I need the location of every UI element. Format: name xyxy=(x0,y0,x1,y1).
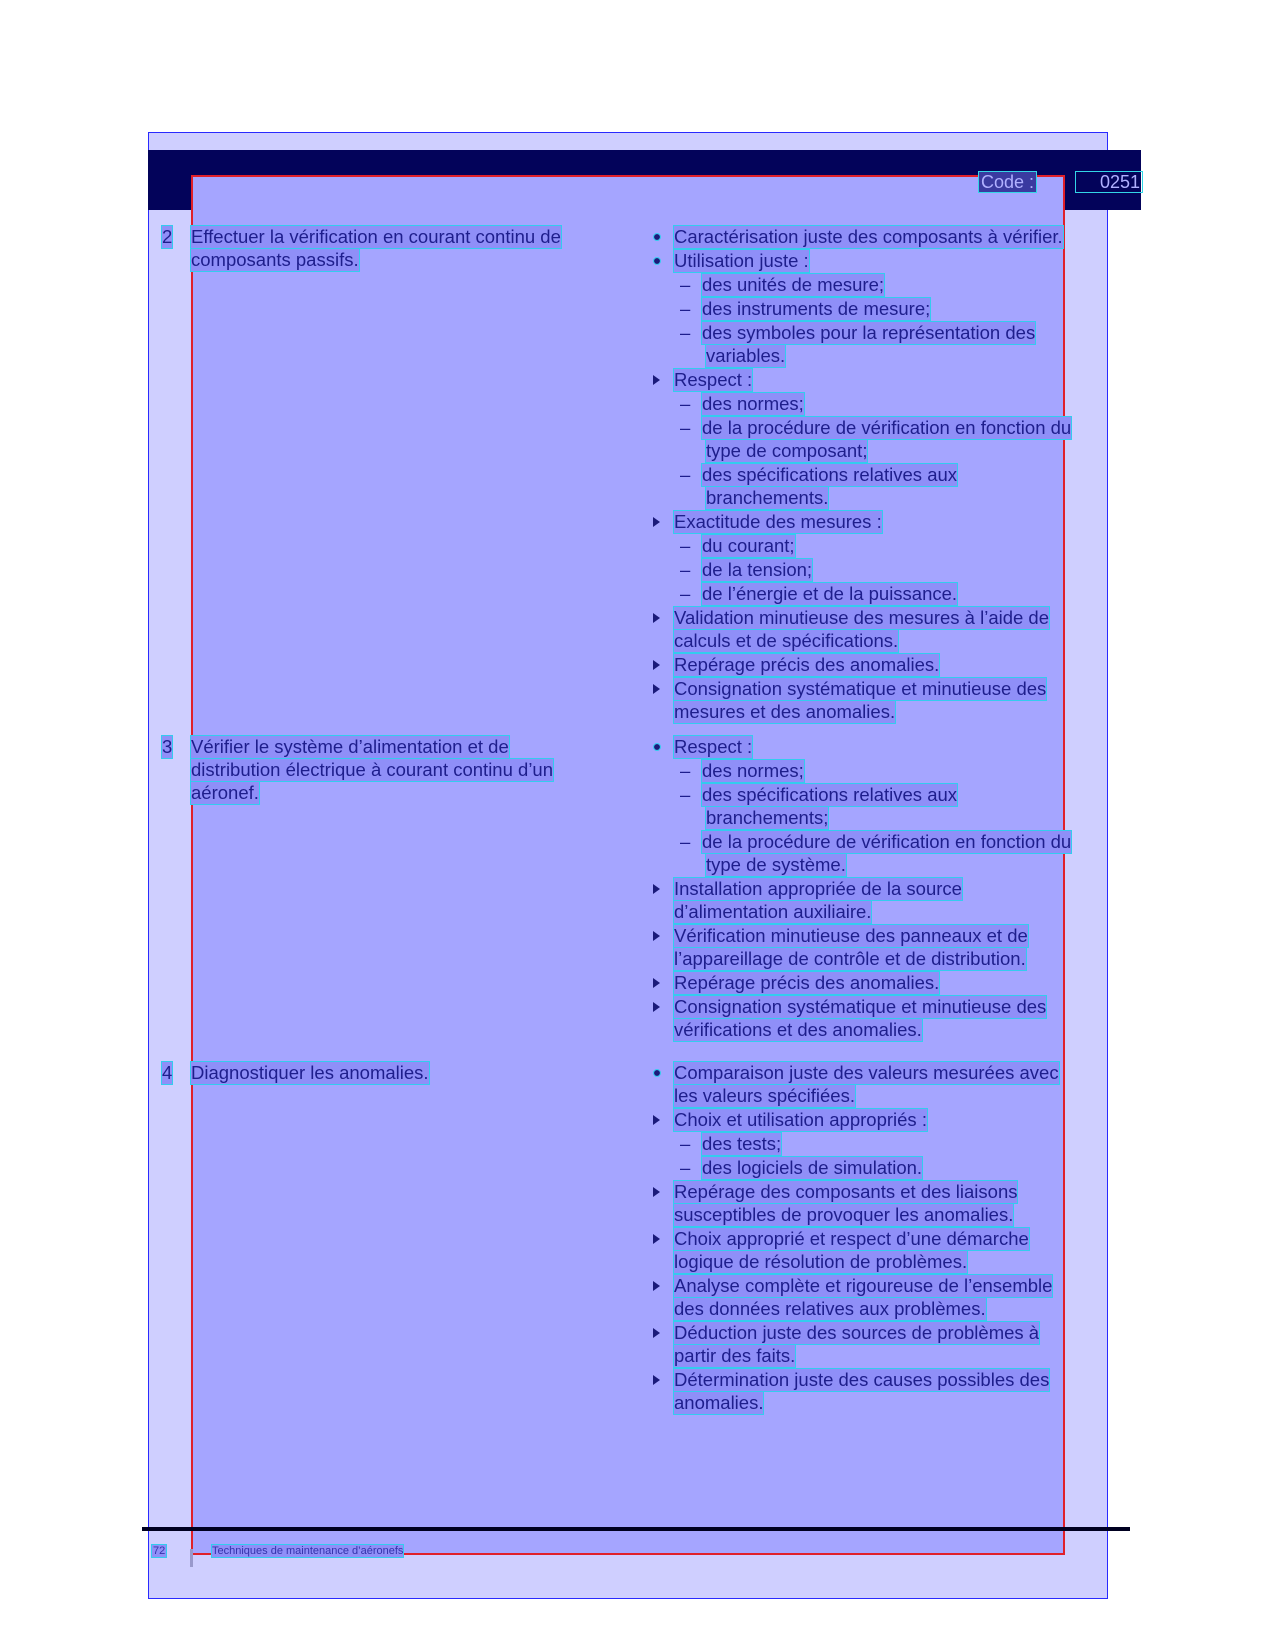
criterion-line: Utilisation juste : xyxy=(674,250,809,271)
arrow-bullet-marker xyxy=(653,1187,660,1197)
dash-marker: – xyxy=(680,464,691,485)
criterion-line: les valeurs spécifiées. xyxy=(674,1085,855,1106)
criterion-line: de la procédure de vérification en fonction du xyxy=(702,417,1072,438)
criterion-line: Installation appropriée de la source xyxy=(674,878,962,899)
content-frame xyxy=(191,175,1065,1555)
criterion-line: de la tension; xyxy=(702,559,813,580)
criterion-line: anomalies. xyxy=(674,1392,764,1413)
criterion-line: des spécifications relatives aux xyxy=(702,784,958,805)
criterion-line: de l’énergie et de la puissance. xyxy=(702,583,958,604)
criterion-line: type de système. xyxy=(706,854,846,875)
competency-title-line: aéronef. xyxy=(191,782,259,803)
criterion-line: Caractérisation juste des composants à vérifier. xyxy=(674,226,1063,247)
competency-title-line: composants passifs. xyxy=(191,249,359,270)
criterion-line: branchements; xyxy=(706,807,829,828)
criterion-line: Déduction juste des sources de problèmes à xyxy=(674,1322,1040,1343)
criterion-line: l’appareillage de contrôle et de distribution. xyxy=(674,948,1026,969)
criterion-line: des normes; xyxy=(702,760,804,781)
competency-title-line: Vérifier le système d’alimentation et de xyxy=(191,736,509,757)
arrow-bullet-marker xyxy=(653,978,660,988)
criterion-line: Respect : xyxy=(674,736,753,757)
criterion-line: des données relatives aux problèmes. xyxy=(674,1298,986,1319)
footer-document-title: Techniques de maintenance d’aéronefs xyxy=(212,1545,404,1557)
dash-marker: – xyxy=(680,831,691,852)
criterion-line: Vérification minutieuse des panneaux et de xyxy=(674,925,1028,946)
bullet-marker xyxy=(654,744,660,750)
arrow-bullet-marker xyxy=(653,684,660,694)
bullet-marker xyxy=(654,234,660,240)
code-value: 0251 xyxy=(1075,171,1143,193)
code-label: Code : xyxy=(978,171,1037,193)
bullet-marker xyxy=(654,1070,660,1076)
dash-marker: – xyxy=(680,535,691,556)
criterion-line: branchements. xyxy=(706,487,829,508)
arrow-bullet-marker xyxy=(653,375,660,385)
dash-marker: – xyxy=(680,784,691,805)
criterion-line: des symboles pour la représentation des xyxy=(702,322,1036,343)
criterion-line: variables. xyxy=(706,345,786,366)
dash-marker: – xyxy=(680,760,691,781)
criterion-line: d’alimentation auxiliaire. xyxy=(674,901,872,922)
dash-marker: – xyxy=(680,393,691,414)
arrow-bullet-marker xyxy=(653,1375,660,1385)
criterion-line: Repérage précis des anomalies. xyxy=(674,654,940,675)
criterion-line: Respect : xyxy=(674,369,753,390)
arrow-bullet-marker xyxy=(653,931,660,941)
criterion-line: Validation minutieuse des mesures à l’aide de xyxy=(674,607,1050,628)
dash-marker: – xyxy=(680,274,691,295)
arrow-bullet-marker xyxy=(653,884,660,894)
criterion-line: Consignation systématique et minutieuse des xyxy=(674,996,1047,1017)
criterion-line: mesures et des anomalies. xyxy=(674,701,896,722)
arrow-bullet-marker xyxy=(653,1115,660,1125)
footer-rule xyxy=(142,1527,1130,1531)
arrow-bullet-marker xyxy=(653,1002,660,1012)
competency-title-line: distribution électrique à courant continu d’un xyxy=(191,759,554,780)
criterion-line: des instruments de mesure; xyxy=(702,298,931,319)
dash-marker: – xyxy=(680,559,691,580)
footer-marker xyxy=(190,1549,193,1567)
competency-title-line: Diagnostiquer les anomalies. xyxy=(191,1062,429,1083)
criterion-line: Consignation systématique et minutieuse des xyxy=(674,678,1047,699)
criterion-line: de la procédure de vérification en fonction du xyxy=(702,831,1072,852)
dash-marker: – xyxy=(680,1133,691,1154)
criterion-line: des logiciels de simulation. xyxy=(702,1157,923,1178)
arrow-bullet-marker xyxy=(653,660,660,670)
dash-marker: – xyxy=(680,298,691,319)
bullet-marker xyxy=(654,258,660,264)
criterion-line: Repérage précis des anomalies. xyxy=(674,972,940,993)
criterion-line: partir des faits. xyxy=(674,1345,796,1366)
criterion-line: Choix approprié et respect d’une démarche xyxy=(674,1228,1029,1249)
arrow-bullet-marker xyxy=(653,613,660,623)
row-number: 3 xyxy=(162,736,173,757)
criterion-line: du courant; xyxy=(702,535,795,556)
criterion-line: logique de résolution de problèmes. xyxy=(674,1251,968,1272)
dash-marker: – xyxy=(680,583,691,604)
footer-page-number: 72 xyxy=(153,1545,166,1557)
criterion-line: Exactitude des mesures : xyxy=(674,511,882,532)
row-number: 4 xyxy=(162,1062,173,1083)
dash-marker: – xyxy=(680,322,691,343)
dash-marker: – xyxy=(680,1157,691,1178)
criterion-line: Choix et utilisation appropriés : xyxy=(674,1109,927,1130)
criterion-line: Comparaison juste des valeurs mesurées avec xyxy=(674,1062,1059,1083)
criterion-line: des unités de mesure; xyxy=(702,274,885,295)
criterion-line: des normes; xyxy=(702,393,804,414)
code-area xyxy=(978,171,1143,193)
criterion-line: susceptibles de provoquer les anomalies. xyxy=(674,1204,1014,1225)
arrow-bullet-marker xyxy=(653,1281,660,1291)
criterion-line: des tests; xyxy=(702,1133,782,1154)
criterion-line: Analyse complète et rigoureuse de l’ensemble xyxy=(674,1275,1053,1296)
criterion-line: vérifications et des anomalies. xyxy=(674,1019,922,1040)
arrow-bullet-marker xyxy=(653,1328,660,1338)
dash-marker: – xyxy=(680,417,691,438)
criterion-line: des spécifications relatives aux xyxy=(702,464,958,485)
criterion-line: type de composant; xyxy=(706,440,868,461)
criterion-line: calculs et de spécifications. xyxy=(674,630,899,651)
arrow-bullet-marker xyxy=(653,1234,660,1244)
criterion-line: Détermination juste des causes possibles des xyxy=(674,1369,1050,1390)
row-number: 2 xyxy=(162,226,173,247)
criterion-line: Repérage des composants et des liaisons xyxy=(674,1181,1018,1202)
arrow-bullet-marker xyxy=(653,517,660,527)
competency-title-line: Effectuer la vérification en courant continu de xyxy=(191,226,561,247)
